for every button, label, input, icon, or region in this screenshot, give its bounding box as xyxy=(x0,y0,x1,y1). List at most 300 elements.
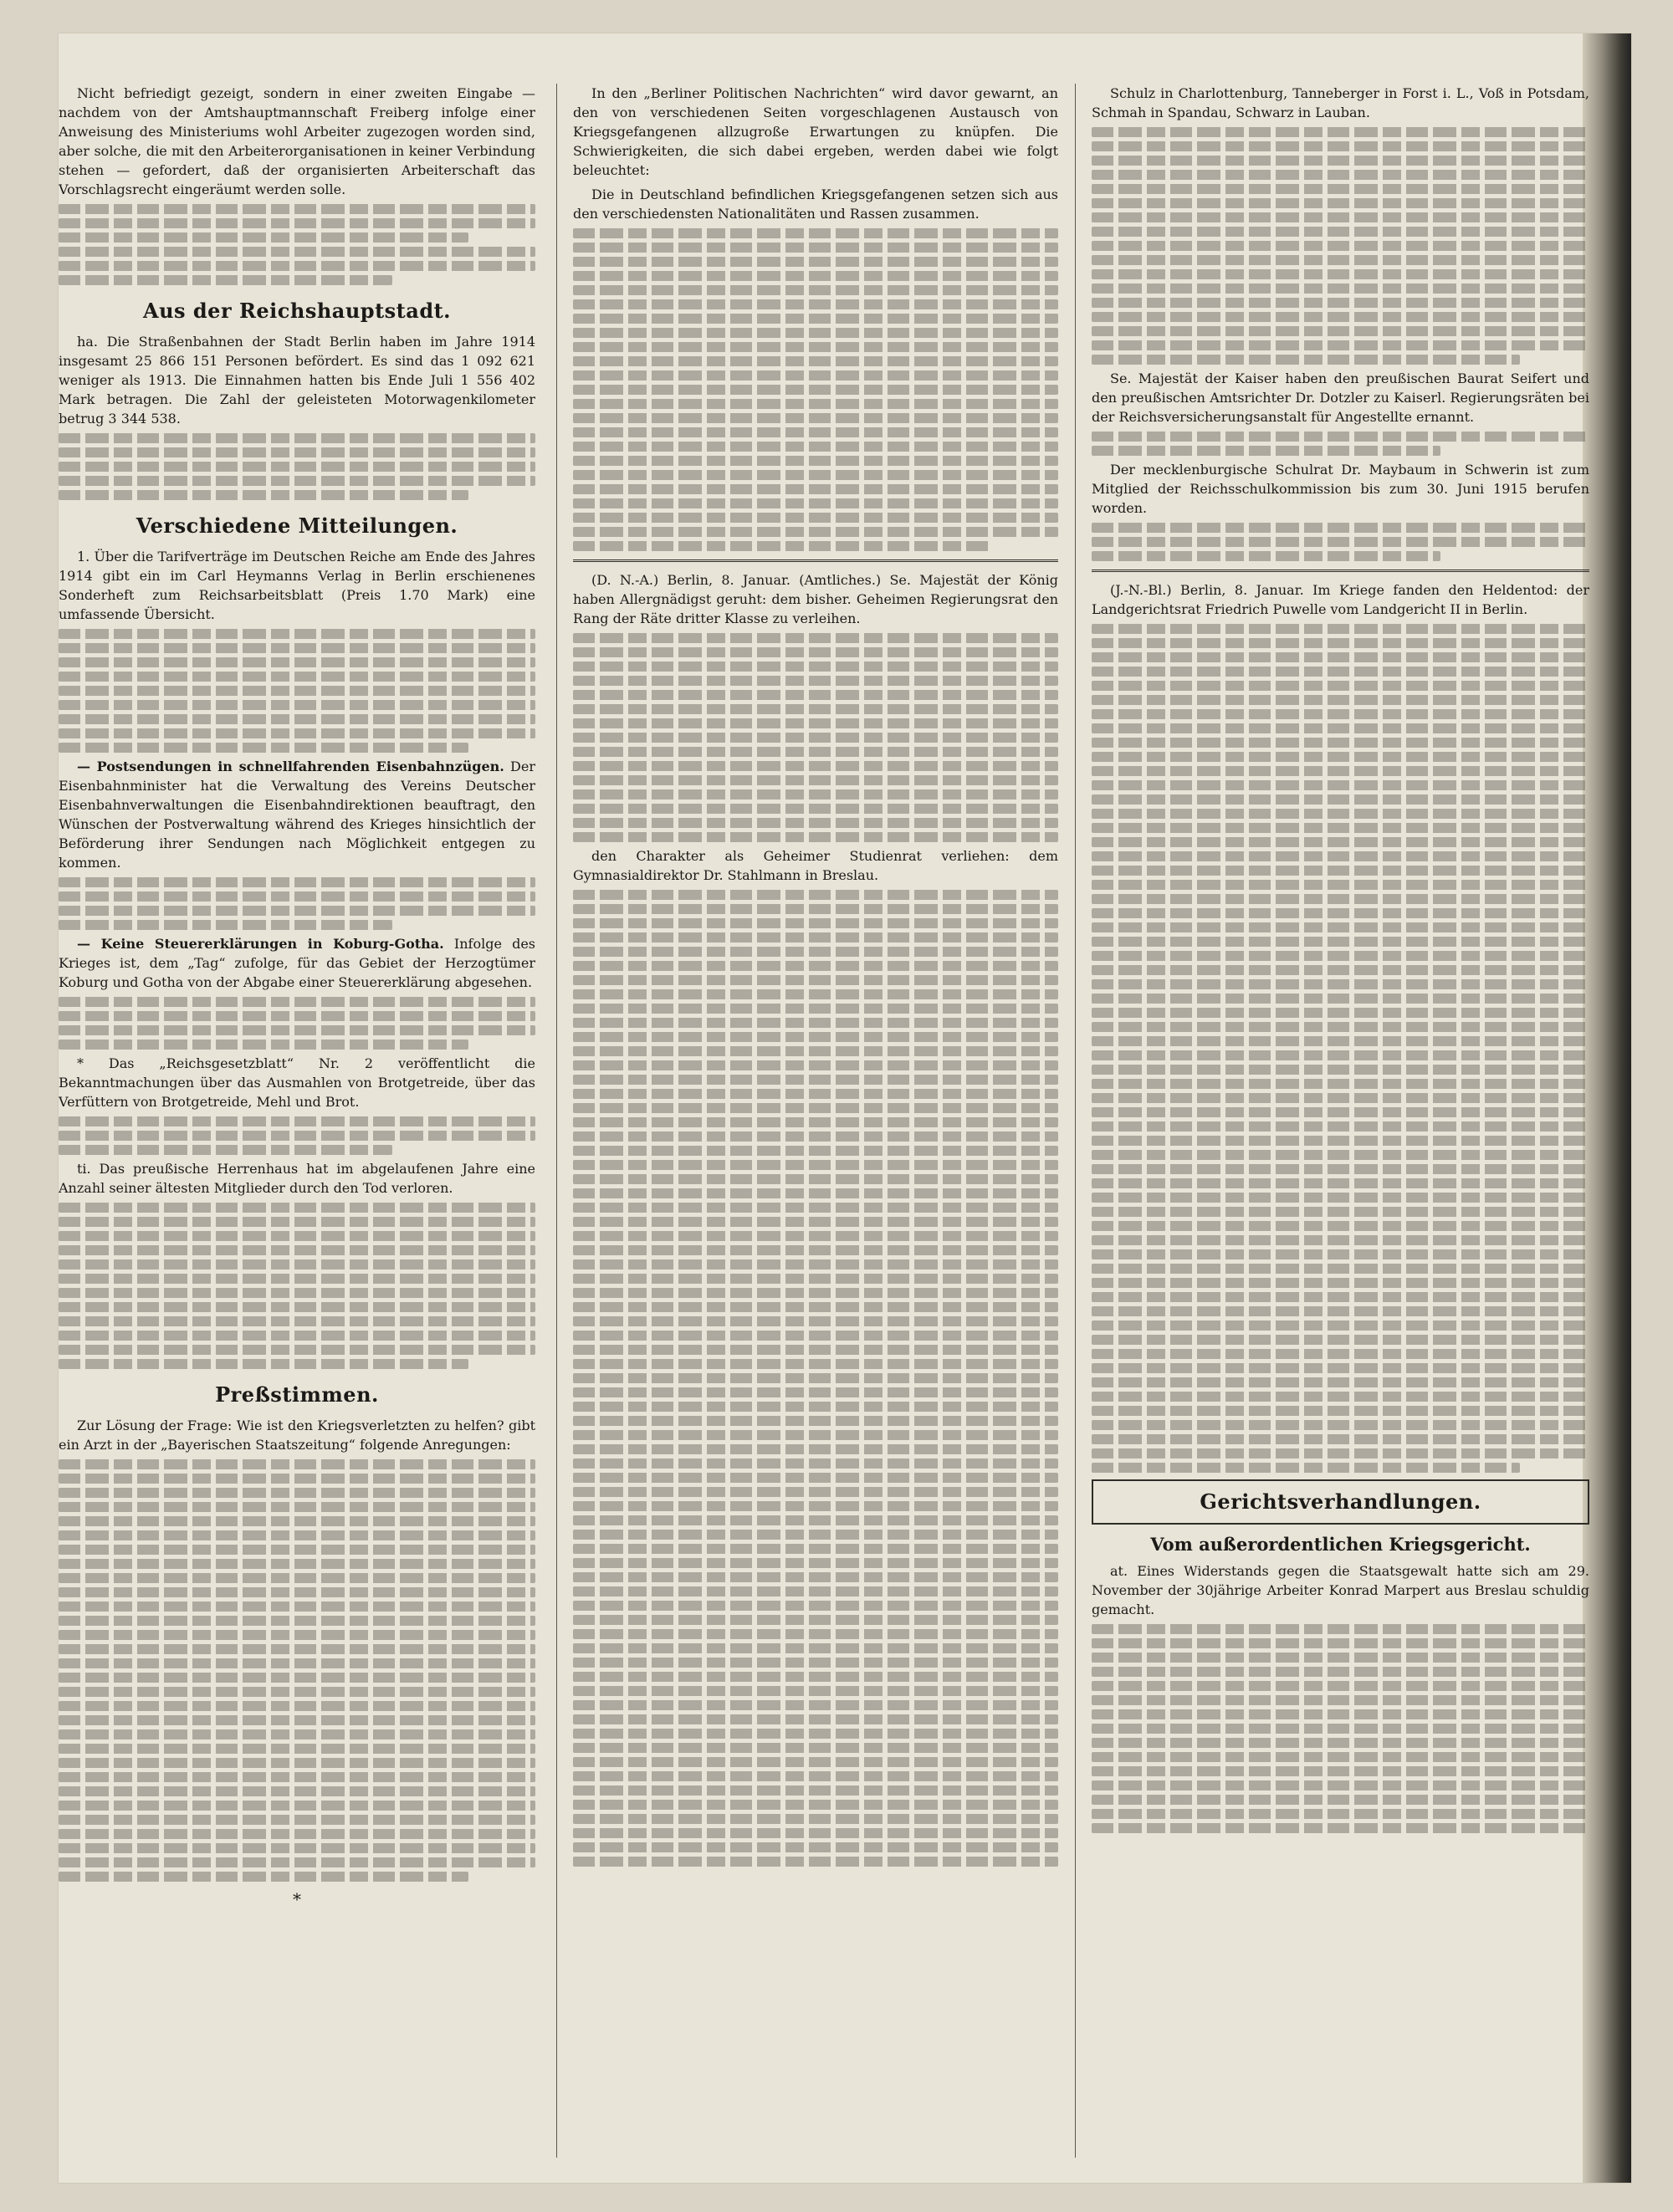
text-line xyxy=(59,1559,535,1569)
text-line xyxy=(1092,1420,1589,1430)
text-line xyxy=(573,1160,1058,1170)
text-line xyxy=(1092,837,1589,847)
text-line xyxy=(573,1288,1058,1298)
text-line xyxy=(573,1075,1058,1085)
text-line xyxy=(573,1132,1058,1142)
steuer-heading: — Keine Steuererklärungen in Koburg-Gotha. xyxy=(77,936,444,952)
text-line xyxy=(1092,823,1589,833)
text-line xyxy=(573,1416,1058,1426)
text-line xyxy=(1092,312,1589,322)
text-line xyxy=(1092,1709,1589,1719)
text-line xyxy=(1092,1638,1589,1648)
text-line xyxy=(1092,446,1440,456)
steuer-text: Infolge des Krieges ist, dem „Tag“ zufolge, für das Gebiet der Herzogtümer Koburg und Gotha von der Abgabe einer Steuererklärung abgesehen. xyxy=(59,936,535,990)
text-line xyxy=(1092,1107,1589,1117)
text-line xyxy=(573,470,1058,480)
text-line xyxy=(1092,1795,1589,1805)
text-line xyxy=(1092,1050,1589,1060)
text-line xyxy=(1092,866,1589,876)
text-line xyxy=(573,733,1058,743)
gericht-subtitle: Vom außerordentlichen Kriegsgericht. xyxy=(1150,1534,1531,1555)
text-line xyxy=(59,700,535,710)
text-line xyxy=(573,918,1058,928)
text-line xyxy=(59,1316,535,1326)
text-line xyxy=(59,1288,535,1298)
text-line xyxy=(1092,1278,1589,1288)
text-line xyxy=(573,385,1058,395)
text-line xyxy=(1092,1823,1589,1833)
text-line xyxy=(59,1131,535,1141)
post-heading: — Postsendungen in schnellfahrenden Eisenbahnzügen. xyxy=(77,759,504,774)
gefangene-text: Die in Deutschland befindlichen Kriegsgefangenen setzen sich aus den verschiedensten Nationalitäten und Rassen zusammen. xyxy=(573,186,1058,222)
text-line xyxy=(573,1572,1058,1582)
text-line xyxy=(59,447,535,457)
text-line xyxy=(1092,355,1520,365)
text-line xyxy=(573,975,1058,985)
herrenhaus-text: ti. Das preußische Herrenhaus hat im abgelaufenen Jahre eine Anzahl seiner ältesten Mitglieder durch den Tod verloren. xyxy=(59,1161,535,1196)
text-line xyxy=(573,989,1058,999)
binding-edge xyxy=(1583,33,1631,2183)
text-line xyxy=(573,1686,1058,1696)
text-line xyxy=(59,643,535,653)
text-line xyxy=(59,920,392,930)
text-line xyxy=(59,657,535,667)
text-line xyxy=(59,1744,535,1754)
text-line xyxy=(1092,298,1589,308)
text-line xyxy=(59,672,535,682)
text-line xyxy=(1092,667,1589,677)
intro-paragraph: Nicht befriedigt gezeigt, sondern in einer zweiten Eingabe — nachdem von der Amtshauptmannschaft Freiberg infolge einer Anweisung des Ministeriums wohl Arbeiter zugezogen worden sind, aber solche, die mit den Arbeiterorganisationen in keiner Verbindung stehen — gefordert, daß der organisierten Arbeiterschaft das Vorschlagsrecht eingeräumt werden solle. xyxy=(59,85,535,197)
text-line xyxy=(59,476,535,486)
text-line xyxy=(573,1274,1058,1284)
text-line xyxy=(573,690,1058,700)
text-line xyxy=(1092,652,1589,662)
text-line xyxy=(59,1729,535,1739)
text-line xyxy=(59,1025,535,1035)
text-line xyxy=(573,890,1058,900)
text-line xyxy=(1092,241,1589,251)
text-line xyxy=(1092,1065,1589,1075)
post-text: Der Eisenbahnminister hat die Verwaltung des Vereins Deutscher Eisenbahnverwaltungen die Eisenbahndirektionen beauftragt, den Wünschen der Postverwaltung während des Krieges hinsichtlich der Beförderung ihrer Sendungen nach Möglichkeit entgegen zu kommen. xyxy=(59,759,535,871)
text-line xyxy=(573,1231,1058,1241)
text-line xyxy=(1092,851,1589,861)
text-line xyxy=(59,1459,535,1469)
text-line xyxy=(573,1558,1058,1568)
text-line xyxy=(573,413,1058,423)
text-line xyxy=(59,1587,535,1597)
text-line xyxy=(59,1573,535,1583)
text-line xyxy=(1092,1809,1589,1819)
text-line xyxy=(573,1018,1058,1028)
text-line xyxy=(1092,937,1589,947)
text-line xyxy=(573,299,1058,309)
column-1 xyxy=(59,84,535,2158)
text-line xyxy=(573,1217,1058,1227)
text-line xyxy=(573,1146,1058,1156)
text-line xyxy=(59,1516,535,1526)
gericht-text: at. Eines Widerstands gegen die Staatsgewalt hatte sich am 29. November der 30jährige Arbeiter Konrad Marpert aus Breslau schuldig gemacht. xyxy=(1092,1563,1589,1617)
text-line xyxy=(573,1785,1058,1796)
text-line xyxy=(1092,922,1589,932)
text-line xyxy=(573,1629,1058,1639)
schulrat-text: Der mecklenburgische Schulrat Dr. Maybaum in Schwerin ist zum Mitglied der Reichsschulkommission bis zum 30. Juni 1915 berufen worden. xyxy=(1092,462,1589,516)
text-line xyxy=(59,1701,535,1711)
amtliches-text: (D. N.-A.) Berlin, 8. Januar. (Amtliches.) Se. Majestät der König haben Allergnädigst geruht: dem bisher. Geheimen Regierungsrat den Rang der Räte dritter Klasse zu verleihen. xyxy=(573,572,1058,626)
text-line xyxy=(1092,198,1589,208)
text-line xyxy=(1092,979,1589,989)
text-line xyxy=(573,1089,1058,1099)
text-line xyxy=(59,204,535,214)
text-line xyxy=(573,228,1058,238)
text-line xyxy=(1092,695,1589,705)
text-line xyxy=(1092,1724,1589,1734)
text-line xyxy=(59,433,535,443)
text-line xyxy=(59,1545,535,1555)
text-line xyxy=(1092,1008,1589,1018)
steuer-item xyxy=(59,934,535,992)
text-line xyxy=(573,1345,1058,1355)
text-line xyxy=(573,442,1058,452)
text-line xyxy=(1092,1079,1589,1089)
column-rule xyxy=(556,84,557,2158)
text-line xyxy=(573,1586,1058,1596)
text-line xyxy=(1092,908,1589,918)
text-line xyxy=(1092,227,1589,237)
post-item xyxy=(59,757,535,872)
text-line xyxy=(59,728,535,738)
text-line xyxy=(573,285,1058,295)
text-line xyxy=(59,1786,535,1796)
text-line xyxy=(573,243,1058,253)
text-line xyxy=(573,1800,1058,1810)
column-rule xyxy=(1075,84,1076,2158)
mitteilungen-text: 1. Über die Tarifverträge im Deutschen Reiche am Ende des Jahres 1914 gibt ein im Carl Heymanns Verlag in Berlin erschienenes Sonderheft zum Reichsarbeitsblatt (Preis 1.70 Mark) eine umfassende Übersicht. xyxy=(59,549,535,622)
text-line xyxy=(573,1203,1058,1213)
text-line xyxy=(573,1729,1058,1739)
text-line xyxy=(573,947,1058,957)
reichshauptstadt-text: ha. Die Straßenbahnen der Stadt Berlin haben im Jahre 1914 insgesamt 25 866 151 Personen befördert. Es sind das 1 092 621 weniger als 1913. Die Einnahmen hatten bis Ende Juli 1 556 402 Mark betragen. Die Zahl der geleisteten Motorwagenkilometer betrug 3 344 538. xyxy=(59,334,535,427)
text-line xyxy=(573,328,1058,338)
text-line xyxy=(59,877,535,887)
text-line xyxy=(59,1602,535,1612)
text-line xyxy=(573,1487,1058,1497)
text-line xyxy=(573,1515,1058,1525)
gefangene-intro: In den „Berliner Politischen Nachrichten“ wird davor gewarnt, an den von verschiedenen Seiten vorgeschlagenen Austausch von Kriegsgefangenen allzugroße Erwartungen zu knüpfen. Die Schwierigkeiten, die sich dabei ergeben, werden dabei wie folgt beleuchtet: xyxy=(573,85,1058,178)
text-line xyxy=(59,1644,535,1654)
text-line xyxy=(1092,1780,1589,1791)
text-line xyxy=(573,1302,1058,1312)
section-title-reichshauptstadt: Aus der Reichshauptstadt. xyxy=(142,299,452,323)
text-line xyxy=(59,1145,392,1155)
text-line xyxy=(573,1174,1058,1184)
text-line xyxy=(59,1530,535,1540)
text-line xyxy=(1092,1752,1589,1762)
text-line xyxy=(573,775,1058,785)
text-line xyxy=(1092,624,1589,634)
text-line xyxy=(1092,1164,1589,1174)
section-divider xyxy=(1092,570,1589,572)
text-line xyxy=(1092,1448,1589,1458)
text-line xyxy=(1092,1249,1589,1259)
text-line xyxy=(59,1658,535,1668)
text-line xyxy=(1092,1093,1589,1103)
text-line xyxy=(1092,212,1589,222)
text-line xyxy=(573,527,1058,537)
text-line xyxy=(573,1387,1058,1397)
text-line xyxy=(573,1814,1058,1824)
column-2 xyxy=(573,84,1058,2158)
text-line xyxy=(1092,1321,1589,1331)
text-line xyxy=(1092,1150,1589,1160)
text-line xyxy=(573,498,1058,508)
text-line xyxy=(573,1658,1058,1668)
text-line xyxy=(1092,1036,1589,1046)
text-line xyxy=(573,1060,1058,1070)
text-line xyxy=(1092,523,1589,533)
text-line xyxy=(1092,638,1589,648)
text-line xyxy=(573,1117,1058,1127)
text-line xyxy=(59,1815,535,1825)
text-line xyxy=(573,1743,1058,1753)
text-line xyxy=(1092,1306,1589,1316)
section-title-pressestimmen: Preßstimmen. xyxy=(215,1382,379,1407)
text-line xyxy=(59,891,535,902)
text-line xyxy=(573,1444,1058,1454)
text-line xyxy=(573,399,1058,409)
text-line xyxy=(573,1501,1058,1511)
text-line xyxy=(1092,766,1589,776)
text-line xyxy=(59,490,468,500)
text-line xyxy=(573,818,1058,828)
text-line xyxy=(59,261,535,271)
gericht-box xyxy=(1092,1479,1589,1525)
text-line xyxy=(59,1502,535,1512)
text-line xyxy=(1092,184,1589,194)
text-line xyxy=(1092,1434,1589,1444)
text-line xyxy=(59,1687,535,1697)
column-3 xyxy=(1092,84,1589,2158)
end-star: * xyxy=(293,1889,301,1909)
text-line xyxy=(573,832,1058,842)
text-line xyxy=(573,1245,1058,1255)
text-line xyxy=(59,1359,468,1369)
text-line xyxy=(573,1430,1058,1440)
text-line xyxy=(59,1616,535,1626)
text-line xyxy=(573,1359,1058,1369)
text-line xyxy=(573,1700,1058,1710)
text-line xyxy=(573,633,1058,643)
text-line xyxy=(573,271,1058,281)
namensliste-text: Schulz in Charlottenburg, Tanneberger in Forst i. L., Voß in Potsdam, Schmah in Spandau, Schwarz in Lauban. xyxy=(1092,85,1589,120)
text-line xyxy=(59,1872,468,1882)
text-line xyxy=(573,427,1058,437)
text-line xyxy=(1092,1667,1589,1677)
text-line xyxy=(573,1259,1058,1269)
text-line xyxy=(573,789,1058,799)
text-line xyxy=(1092,340,1589,350)
text-line xyxy=(1092,1695,1589,1705)
heldentod-text: (J.-N.-Bl.) Berlin, 8. Januar. Im Kriege fanden den Heldentod: der Landgerichtsrat Friedrich Puwelle vom Landgericht II in Berlin. xyxy=(1092,582,1589,617)
text-line xyxy=(1092,269,1589,279)
text-line xyxy=(1092,1121,1589,1132)
text-line xyxy=(573,761,1058,771)
text-line xyxy=(573,647,1058,657)
text-line xyxy=(1092,1264,1589,1274)
text-line xyxy=(573,342,1058,352)
text-line xyxy=(1092,551,1440,561)
section-title-gericht: Gerichtsverhandlungen. xyxy=(1200,1489,1481,1514)
text-line xyxy=(59,1829,535,1839)
text-line xyxy=(1092,1022,1589,1032)
text-line xyxy=(573,1757,1058,1767)
text-line xyxy=(59,1758,535,1768)
text-line xyxy=(573,1402,1058,1412)
text-line xyxy=(59,1302,535,1312)
text-line xyxy=(1092,780,1589,790)
text-line xyxy=(573,356,1058,366)
text-line xyxy=(59,629,535,639)
text-line xyxy=(573,1857,1058,1867)
text-line xyxy=(573,257,1058,267)
text-line xyxy=(573,1771,1058,1781)
text-line xyxy=(573,704,1058,714)
text-line xyxy=(573,1103,1058,1113)
text-line xyxy=(573,1544,1058,1554)
presse-text: Zur Lösung der Frage: Wie ist den Kriegsverletzten zu helfen? gibt ein Arzt in der „Bayerischen Staatszeitung“ folgende Anregungen: xyxy=(59,1418,535,1453)
text-line xyxy=(1092,1292,1589,1302)
text-line xyxy=(1092,1136,1589,1146)
text-line xyxy=(573,1458,1058,1469)
text-line xyxy=(59,1217,535,1227)
text-line xyxy=(1092,1193,1589,1203)
text-line xyxy=(573,1530,1058,1540)
text-line xyxy=(573,1842,1058,1852)
text-line xyxy=(1092,1653,1589,1663)
text-line xyxy=(59,232,468,243)
text-line xyxy=(573,718,1058,728)
text-line xyxy=(1092,432,1589,442)
text-line xyxy=(573,370,1058,381)
text-line xyxy=(59,218,535,228)
text-line xyxy=(1092,1463,1520,1473)
text-line xyxy=(1092,1207,1589,1217)
text-line xyxy=(1092,894,1589,904)
text-line xyxy=(573,1828,1058,1838)
text-line xyxy=(1092,141,1589,151)
text-line xyxy=(1092,284,1589,294)
text-line xyxy=(1092,880,1589,890)
text-line xyxy=(1092,1335,1589,1345)
text-line xyxy=(1092,1681,1589,1691)
text-line xyxy=(59,1011,535,1021)
text-line xyxy=(1092,794,1589,805)
text-line xyxy=(1092,170,1589,180)
text-line xyxy=(573,804,1058,814)
text-line xyxy=(573,1601,1058,1611)
text-line xyxy=(1092,1235,1589,1245)
text-line xyxy=(59,1801,535,1811)
text-line xyxy=(573,513,1058,523)
section-divider xyxy=(573,559,1058,562)
text-line xyxy=(573,1373,1058,1383)
text-line xyxy=(1092,1766,1589,1776)
text-line xyxy=(573,1188,1058,1198)
text-line xyxy=(1092,1738,1589,1748)
text-line xyxy=(1092,1349,1589,1359)
reichsgesetzblatt-text: * Das „Reichsgesetzblatt“ Nr. 2 veröffentlicht die Bekanntmachungen über das Ausmahlen von Brotgetreide, über das Verfüttern von Brotgetreide, Mehl und Brot. xyxy=(59,1055,535,1110)
text-line xyxy=(59,247,535,257)
text-line xyxy=(1092,1624,1589,1634)
charakter-text: den Charakter als Geheimer Studienrat verliehen: dem Gymnasialdirektor Dr. Stahlmann in Breslau. xyxy=(573,848,1058,883)
text-line xyxy=(59,275,392,285)
text-line xyxy=(573,1032,1058,1042)
text-line xyxy=(59,1772,535,1782)
text-line xyxy=(1092,681,1589,691)
text-line xyxy=(1092,1392,1589,1402)
text-line xyxy=(59,1040,468,1050)
text-line xyxy=(573,1643,1058,1653)
text-line xyxy=(59,1245,535,1255)
text-line xyxy=(59,1345,535,1355)
text-line xyxy=(573,314,1058,324)
text-line xyxy=(59,1488,535,1498)
text-line xyxy=(1092,255,1589,265)
text-line xyxy=(1092,738,1589,748)
text-line xyxy=(573,484,1058,494)
text-line xyxy=(1092,537,1589,547)
text-line xyxy=(573,541,990,551)
text-line xyxy=(59,1203,535,1213)
text-line xyxy=(59,743,468,753)
text-line xyxy=(573,932,1058,943)
text-line xyxy=(1092,809,1589,819)
text-line xyxy=(1092,752,1589,762)
section-title-mitteilungen: Verschiedene Mitteilungen. xyxy=(136,513,458,538)
text-line xyxy=(59,462,535,472)
text-line xyxy=(59,714,535,724)
text-line xyxy=(1092,1178,1589,1188)
text-line xyxy=(59,1673,535,1683)
text-line xyxy=(1092,1406,1589,1416)
text-line xyxy=(1092,709,1589,719)
text-line xyxy=(1092,127,1589,137)
text-line xyxy=(573,1714,1058,1724)
text-line xyxy=(59,1274,535,1284)
text-line xyxy=(573,1004,1058,1014)
newspaper-page xyxy=(59,33,1631,2183)
text-line xyxy=(59,686,535,696)
text-line xyxy=(59,1116,535,1126)
text-line xyxy=(59,1331,535,1341)
text-line xyxy=(1092,156,1589,166)
text-line xyxy=(1092,965,1589,975)
text-line xyxy=(59,1843,535,1853)
text-line xyxy=(573,1331,1058,1341)
text-line xyxy=(573,456,1058,466)
text-line xyxy=(573,1615,1058,1625)
text-line xyxy=(59,906,535,916)
text-line xyxy=(573,1473,1058,1483)
text-line xyxy=(573,676,1058,686)
text-line xyxy=(59,1474,535,1484)
text-line xyxy=(573,662,1058,672)
text-line xyxy=(59,1715,535,1725)
text-line xyxy=(59,1857,535,1867)
text-line xyxy=(573,1046,1058,1056)
text-line xyxy=(1092,326,1589,336)
text-line xyxy=(59,1259,535,1269)
text-line xyxy=(1092,723,1589,733)
